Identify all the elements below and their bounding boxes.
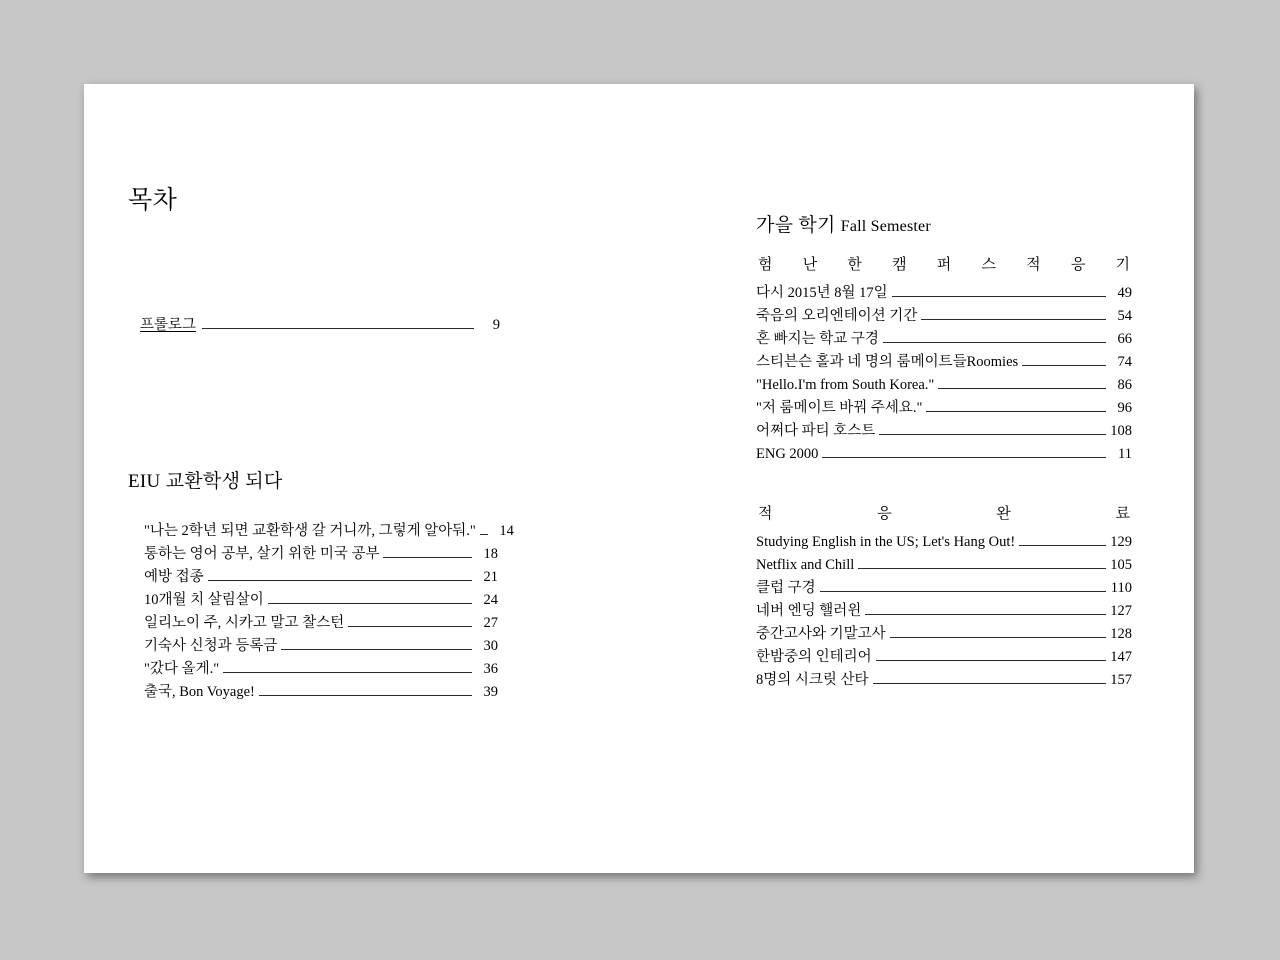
leader-rule	[873, 683, 1106, 684]
toc-entry[interactable]	[144, 608, 498, 631]
leader-rule	[1022, 365, 1106, 366]
toc-entry-page: 36	[483, 660, 498, 677]
subgroup-heading-char: 스	[981, 257, 996, 273]
page-title: 목차	[128, 187, 178, 214]
subgroup-heading-char: 한	[847, 257, 862, 273]
toc-entry-page: 54	[1117, 307, 1132, 324]
section-heading-fall	[756, 215, 931, 237]
toc-entry[interactable]	[756, 619, 1132, 642]
toc-entry-label: "Hello.I'm from South Korea."	[756, 376, 935, 393]
toc-entry-page: 14	[499, 522, 514, 539]
toc-entry-label: 한밤중의 인테리어	[756, 648, 872, 665]
toc-list-eiu	[144, 516, 514, 700]
toc-entry-label: Studying English in the US; Let's Hang Out!	[756, 533, 1016, 550]
leader-rule	[883, 342, 1106, 343]
toc-entry-label: 10개월 치 살림살이	[144, 591, 264, 608]
toc-entry-label: 통하는 영어 공부, 살기 위한 미국 공부	[144, 545, 380, 562]
subgroup-heading-char: 퍼	[936, 257, 952, 273]
leader-rule	[348, 626, 472, 627]
toc-entry[interactable]	[756, 370, 1132, 393]
toc-entry[interactable]	[756, 573, 1132, 596]
leader-rule	[383, 557, 472, 558]
toc-entry-prologue[interactable]	[140, 310, 500, 333]
toc-entry-page: 39	[483, 683, 498, 700]
toc-entry[interactable]	[144, 516, 514, 539]
leader-rule	[876, 660, 1106, 661]
toc-entry-page: 108	[1110, 422, 1132, 439]
toc-entry[interactable]	[756, 416, 1132, 439]
toc-list-campus-adaptation	[756, 278, 1132, 462]
toc-entry-label: 일리노이 주, 시카고 말고 찰스턴	[144, 614, 345, 631]
subgroup-heading-char: 완	[996, 506, 1011, 522]
toc-entry-page: 105	[1110, 556, 1132, 573]
toc-entry-page: 74	[1117, 353, 1132, 370]
toc-list-adaptation-complete	[756, 527, 1132, 688]
toc-entry-page: 128	[1110, 625, 1132, 642]
subgroup-heading-char: 응	[877, 506, 892, 522]
toc-entry-label: "저 룸메이트 바꿔 주세요."	[756, 399, 923, 416]
subgroup-heading-char: 험	[758, 257, 773, 273]
section-heading-korean: 가을 학기	[756, 215, 836, 236]
leader-rule	[820, 591, 1106, 592]
leader-rule	[281, 649, 472, 650]
leader-rule	[480, 534, 488, 535]
leader-rule	[921, 319, 1106, 320]
toc-entry-label: 출국, Bon Voyage!	[144, 683, 255, 700]
toc-entry[interactable]	[756, 596, 1132, 619]
subgroup-heading-char: 캠	[892, 257, 907, 273]
section-heading-latin: Fall Semester	[840, 218, 931, 235]
toc-entry-label: 중간고사와 기말고사	[756, 625, 886, 642]
toc-entry-page: 66	[1117, 330, 1132, 347]
toc-entry-label: ENG 2000	[756, 445, 819, 462]
toc-entry-page: 147	[1110, 648, 1132, 665]
toc-entry[interactable]	[144, 562, 498, 585]
leader-rule	[822, 457, 1106, 458]
subgroup-heading-char: 기	[1115, 257, 1130, 273]
leader-rule	[223, 672, 472, 673]
toc-entry-label: 클럽 구경	[756, 579, 816, 596]
toc-entry-label: 예방 접종	[144, 568, 204, 585]
toc-entry-label: "나는 2학년 되면 교환학생 갈 거니까, 그렇게 알아둬."	[144, 522, 476, 539]
toc-entry[interactable]	[756, 642, 1132, 665]
leader-rule	[865, 614, 1106, 615]
leader-rule	[259, 695, 472, 696]
leader-rule	[858, 568, 1106, 569]
leader-rule	[268, 603, 472, 604]
toc-entry-page: 129	[1110, 533, 1132, 550]
toc-entry[interactable]	[144, 654, 498, 677]
toc-entry[interactable]	[756, 665, 1132, 688]
toc-entry-label: 다시 2015년 8월 17일	[756, 284, 888, 301]
leader-rule	[938, 388, 1106, 389]
leader-rule	[890, 637, 1106, 638]
toc-entry-page: 24	[483, 591, 498, 608]
toc-entry-page: 49	[1117, 284, 1132, 301]
toc-entry-label: Netflix and Chill	[756, 556, 855, 573]
subgroup-adaptation-complete	[756, 505, 1132, 688]
toc-entry-label: 스티븐슨 홀과 네 명의 룸메이트들Roomies	[756, 353, 1019, 370]
document-page	[84, 84, 1194, 873]
subgroup-heading-char: 적	[758, 506, 773, 522]
toc-entry-label: 어쩌다 파티 호스트	[756, 422, 876, 439]
toc-entry-page: 21	[483, 568, 498, 585]
subgroup-heading-char: 난	[802, 257, 818, 273]
toc-entry-page: 110	[1110, 579, 1132, 596]
toc-entry-page: 30	[483, 637, 498, 654]
toc-entry[interactable]	[756, 324, 1132, 347]
toc-entry-page: 127	[1110, 602, 1132, 619]
toc-entry-page: 96	[1117, 399, 1132, 416]
toc-entry[interactable]	[144, 631, 498, 654]
subgroup-campus-adaptation	[756, 256, 1132, 462]
subgroup-heading-char: 응	[1070, 257, 1086, 273]
toc-entry[interactable]	[756, 301, 1132, 324]
leader-rule	[202, 328, 474, 329]
toc-entry[interactable]	[756, 278, 1132, 301]
toc-entry-page: 27	[483, 614, 498, 631]
leader-rule	[879, 434, 1106, 435]
toc-entry-label: 프롤로그	[140, 316, 197, 333]
toc-entry[interactable]	[756, 347, 1132, 370]
toc-entry[interactable]	[756, 439, 1132, 462]
toc-entry-page: 9	[492, 316, 500, 333]
prologue-block	[140, 310, 500, 333]
subgroup-heading-adaptation-complete	[756, 505, 1132, 523]
subgroup-heading-char: 료	[1115, 506, 1130, 522]
toc-entry-label: 기숙사 신청과 등록금	[144, 637, 278, 654]
leader-rule	[892, 296, 1106, 297]
toc-entry[interactable]	[756, 527, 1132, 550]
toc-entry-page: 11	[1118, 445, 1132, 462]
subgroup-heading-char: 적	[1026, 257, 1041, 273]
leader-rule	[208, 580, 472, 581]
toc-entry-page: 18	[483, 545, 498, 562]
toc-entry[interactable]	[144, 539, 498, 562]
toc-entry[interactable]	[144, 677, 498, 700]
subgroup-heading-campus-adaptation	[756, 256, 1132, 274]
section-heading-eiu: EIU 교환학생 되다	[128, 471, 283, 492]
toc-entry[interactable]	[756, 550, 1132, 573]
toc-entry[interactable]	[144, 585, 498, 608]
leader-rule	[926, 411, 1106, 412]
toc-entry-label: "갔다 올게."	[144, 660, 220, 677]
toc-entry-label: 혼 빠지는 학교 구경	[756, 330, 879, 347]
toc-entry-label: 네버 엔딩 핼러윈	[756, 602, 862, 619]
toc-entry-label: 8명의 시크릿 산타	[756, 671, 869, 688]
page-content	[84, 84, 1194, 873]
toc-entry[interactable]	[756, 393, 1132, 416]
toc-entry-label: 죽음의 오리엔테이션 기간	[756, 307, 918, 324]
toc-entry-page: 86	[1117, 376, 1132, 393]
leader-rule	[1019, 545, 1106, 546]
toc-entry-page: 157	[1110, 671, 1132, 688]
